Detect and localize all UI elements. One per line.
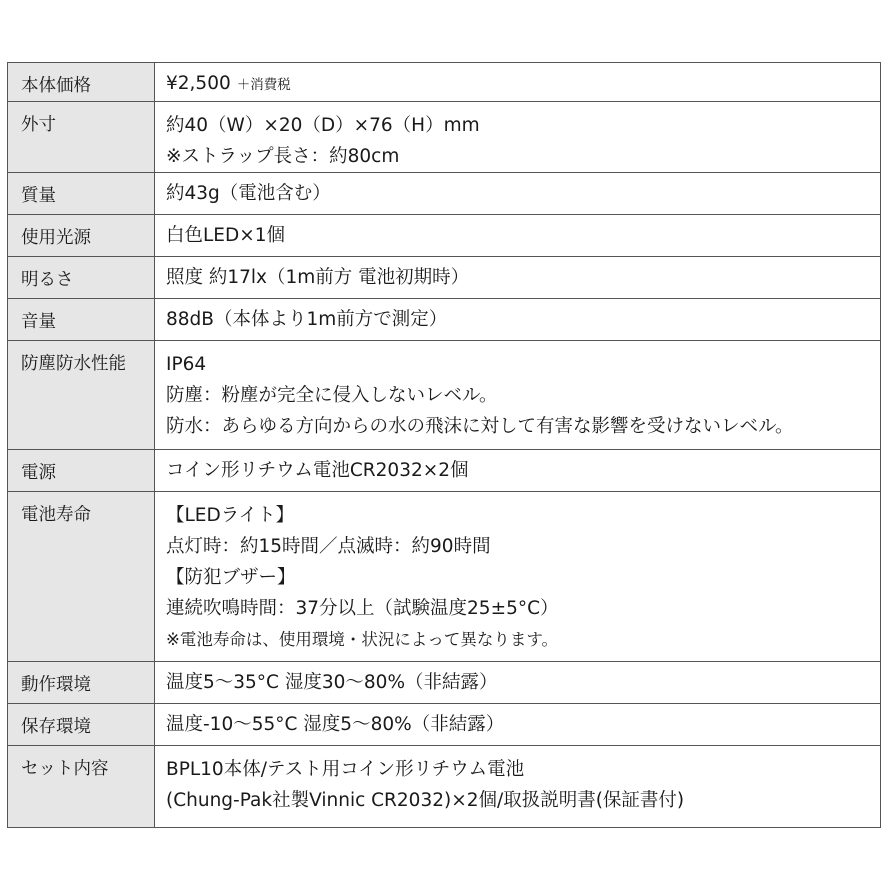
spec-row-price — [8, 63, 881, 102]
spec-value — [155, 257, 881, 299]
spec-table — [7, 62, 881, 828]
spec-label: 動作環境 — [8, 662, 155, 704]
spec-value — [155, 299, 881, 341]
spec-label: 使用光源 — [8, 215, 155, 257]
spec-value — [155, 341, 881, 450]
spec-value — [155, 102, 881, 173]
spec-line: 照度 約17lx（1m前方 電池初期時） — [166, 267, 470, 288]
spec-label: 電源 — [8, 450, 155, 492]
spec-value — [155, 215, 881, 257]
tax-suffix: ＋消費税 — [236, 77, 291, 93]
spec-line: IP64 — [166, 354, 207, 375]
spec-label: 保存環境 — [8, 704, 155, 746]
spec-row-dust-water — [8, 341, 881, 450]
price-text: ¥2,500 — [166, 73, 231, 94]
spec-line: 点灯時：約15時間／点滅時：約90時間 — [166, 536, 491, 557]
spec-row-storage-env — [8, 704, 881, 746]
spec-value — [155, 450, 881, 492]
spec-row-light-source — [8, 215, 881, 257]
spec-line: 温度5～35°C 湿度30～80%（非結露） — [166, 672, 498, 693]
spec-label: 明るさ — [8, 257, 155, 299]
spec-line: (Chung-Pak社製Vinnic CR2032)×2個/取扱説明書(保証書付) — [166, 790, 685, 811]
spec-line: 約43g（電池含む） — [166, 183, 331, 204]
spec-value — [155, 63, 881, 102]
spec-row-dimensions — [8, 102, 881, 173]
spec-note: ※電池寿命は、使用環境・状況によって異なります。 — [166, 630, 559, 649]
spec-value — [155, 492, 881, 662]
spec-line: 防塵：粉塵が完全に侵入しないレベル。 — [166, 385, 498, 406]
spec-line: 【LEDライト】 — [166, 505, 295, 526]
spec-value — [155, 662, 881, 704]
spec-label: 質量 — [8, 173, 155, 215]
spec-line: 白色LED×1個 — [166, 225, 286, 246]
spec-line: 温度-10～55°C 湿度5～80%（非結露） — [166, 714, 505, 735]
spec-label: 音量 — [8, 299, 155, 341]
spec-value — [155, 173, 881, 215]
spec-value — [155, 704, 881, 746]
spec-line: 連続吹鳴時間：37分以上（試験温度25±5°C） — [166, 598, 559, 619]
spec-line: 約40（W）×20（D）×76（H）mm — [166, 115, 480, 136]
spec-value — [155, 746, 881, 828]
spec-line: 88dB（本体より1m前方で測定） — [166, 309, 448, 330]
spec-label: 本体価格 — [8, 63, 155, 102]
spec-row-volume — [8, 299, 881, 341]
spec-row-brightness — [8, 257, 881, 299]
spec-label: セット内容 — [8, 746, 155, 828]
spec-line: 【防犯ブザー】 — [166, 567, 296, 588]
spec-row-contents — [8, 746, 881, 828]
spec-row-weight — [8, 173, 881, 215]
spec-row-operating-env — [8, 662, 881, 704]
spec-line: ※ストラップ長さ：約80cm — [166, 146, 400, 167]
spec-label: 外寸 — [8, 102, 155, 173]
spec-line: コイン形リチウム電池CR2032×2個 — [166, 460, 469, 481]
spec-line: BPL10本体/テスト用コイン形リチウム電池 — [166, 759, 525, 780]
spec-label: 防塵防水性能 — [8, 341, 155, 450]
spec-label: 電池寿命 — [8, 492, 155, 662]
spec-line: 防水：あらゆる方向からの水の飛沫に対して有害な影響を受けないレベル。 — [166, 416, 794, 437]
spec-row-power — [8, 450, 881, 492]
spec-row-battery-life — [8, 492, 881, 662]
